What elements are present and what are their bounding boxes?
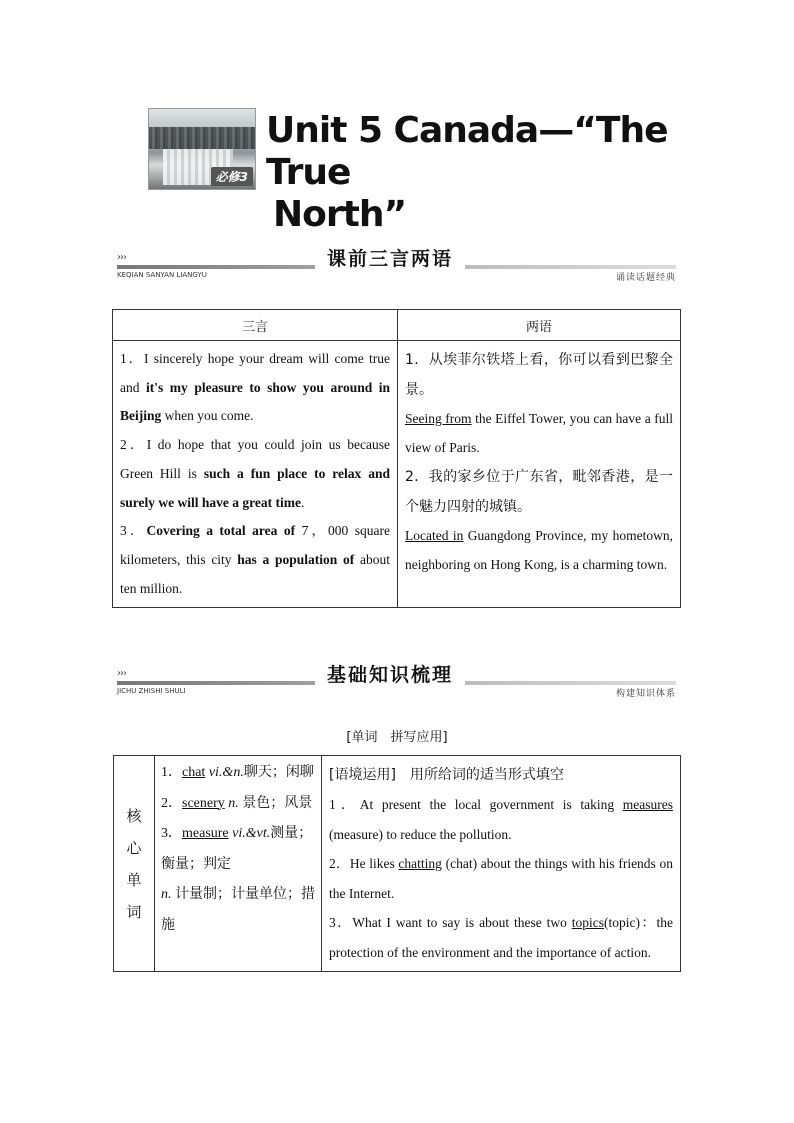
saying-3-bold-2: has a population of (237, 551, 355, 567)
core-words-label (114, 756, 155, 972)
word-term: scenery (182, 795, 225, 811)
exercise-3 (329, 908, 673, 967)
chevrons-icon: ››› (117, 668, 126, 679)
sayings-cell (113, 341, 398, 608)
exercise-text-end: (topic)：the protection of the environment and the importance of action. (329, 915, 673, 960)
exercise-text: 3．What I want to say is about these two (329, 915, 572, 930)
word-pos: n. (224, 795, 239, 811)
saying-1-text: 1．I sincerely hope your dream will come true and (120, 351, 390, 395)
word-meaning: 计量制；计量单位；措施 (161, 887, 315, 933)
word-entry-scenery (161, 789, 315, 820)
exercise-1 (329, 790, 673, 849)
section-heading: 基础知识梳理 (315, 660, 465, 687)
section-pinyin: JICHU ZHISHI SHULI (117, 687, 186, 695)
word-entry-chat (161, 758, 315, 789)
banner-image (148, 108, 256, 190)
sentence-2-chinese: 2．我的家乡位于广东省，毗邻香港，是一个魅力四射的城镇。 (405, 469, 673, 516)
section-bar-basic-knowledge (117, 656, 676, 699)
unit-title-line1: Unit 5 Canada—“The True (266, 110, 668, 193)
word-pos: vi.&vt. (228, 826, 271, 841)
saying-3 (120, 517, 390, 603)
exercise-title: [语境运用] 用所给词的适当形式填空 (329, 767, 564, 783)
word-pos: n. (161, 887, 172, 902)
word-pos: vi.&n. (205, 765, 244, 780)
book-volume-tag: 必修3 (211, 167, 253, 186)
saying-1 (120, 345, 390, 431)
section-heading: 课前三言两语 (315, 244, 465, 271)
exercise-cell (322, 756, 681, 972)
word-meaning: 测量；衡量；判定 (161, 826, 313, 872)
unit-title-line2: North” (273, 194, 407, 235)
sentence-1-chinese: 1．从埃菲尔铁塔上看，你可以看到巴黎全景。 (405, 352, 673, 398)
vertical-char: 核 (126, 806, 142, 825)
sentence-2-english (405, 522, 673, 579)
word-list-cell (155, 756, 322, 972)
subheading-word-spelling: [单词 拼写应用] (346, 730, 448, 745)
section-bar-pre-class (117, 240, 676, 283)
section-pinyin: KEQIAN SANYAN LIANGYU (117, 271, 207, 279)
saying-1-end: when you come. (161, 408, 254, 424)
chevrons-icon: ››› (117, 252, 126, 263)
unit-title (266, 110, 726, 236)
exercise-2 (329, 849, 673, 908)
exercise-text-end: (measure) to reduce the pollution. (329, 826, 512, 842)
expressions-table (112, 309, 681, 608)
saying-3-bold-1: Covering a total area of (146, 523, 296, 539)
word-number: 2． (161, 795, 182, 811)
exercise-answer: chatting (398, 856, 442, 871)
word-meaning: 聊天；闲聊 (243, 765, 314, 780)
col-header-two-sentences: 两语 (398, 310, 681, 341)
section-right-tag: 诵读话题经典 (615, 273, 676, 283)
exercise-text: 1．At present the local government is taking (329, 797, 623, 812)
word-entry-measure (161, 819, 315, 880)
exercise-answer: topics (571, 915, 604, 930)
saying-3-text: 7，000 square kilometers, this city (120, 523, 391, 567)
word-number: 3． (161, 826, 182, 841)
sentence-1-answer: Seeing from (405, 411, 472, 426)
exercise-text-end: (chat) about the things with his friends on the Internet. (329, 856, 673, 901)
word-meaning: 景色；风景 (238, 795, 313, 811)
saying-2-end: . (300, 494, 305, 510)
saying-2-bold: such a fun place to relax and surely we will have a great time (120, 465, 390, 510)
saying-3-end: about ten million. (120, 551, 390, 596)
forest-graphic (149, 127, 255, 149)
sentence-2-answer: Located in (405, 528, 464, 544)
word-term: measure (182, 826, 229, 841)
word-number: 1． (161, 765, 182, 780)
sentence-2-rest: Guangdong Province, my hometown, neighboring on Hong Kong, is a charming town. (405, 528, 673, 573)
saying-1-bold: it's my pleasure to show you around in Beijing (120, 379, 391, 424)
saying-3-num: 3． (120, 523, 147, 539)
saying-2-text: 2．I do hope that you could join us because Green Hill is (120, 437, 390, 481)
vocabulary-table (113, 755, 681, 972)
saying-2 (120, 431, 390, 517)
word-term: chat (182, 765, 206, 780)
sentence-1-english (405, 405, 673, 462)
word-entry-measure-noun (161, 880, 315, 941)
col-header-three-sayings: 三言 (113, 310, 398, 341)
sentence-1-rest: the Eiffel Tower, you can have a full view of Paris. (405, 411, 673, 455)
vertical-char: 心 (126, 838, 142, 857)
exercise-answer: measures (622, 797, 673, 812)
sentences-cell (398, 341, 681, 608)
vertical-char: 词 (126, 902, 142, 921)
exercise-text: 2．He likes (329, 856, 399, 871)
vertical-char: 单 (126, 870, 142, 889)
section-right-tag: 构建知识体系 (615, 689, 676, 699)
